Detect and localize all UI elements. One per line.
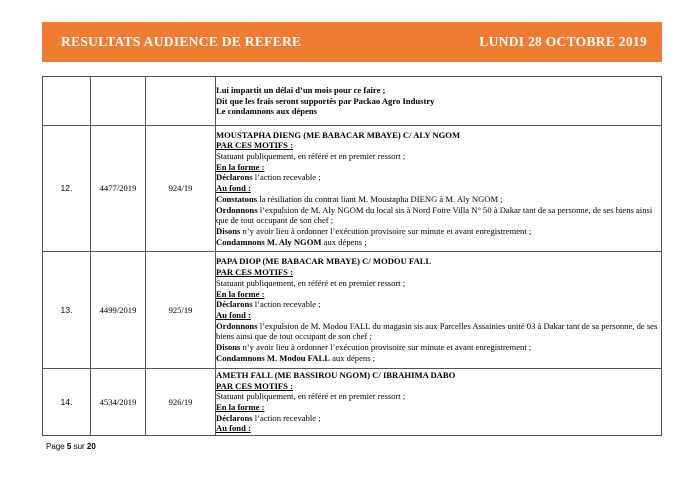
plain-text: la résiliation du contrat liant M. Moustapha DIENG à M. Aly NGOM ; xyxy=(257,193,503,204)
section-heading: PAR CES MOTIFS : xyxy=(216,380,293,391)
table-row xyxy=(43,77,662,126)
plain-text: Statuant publiquement, en référé et en premier ressort ; xyxy=(216,391,406,402)
case-number: 4534/2019 xyxy=(91,369,146,436)
section-heading: PAR CES MOTIFS : xyxy=(216,140,293,151)
plain-text: n’y avoir lieu à ordonner l’exécution provisoire sur minute et avant enregistrement ; xyxy=(240,225,532,236)
decision-line xyxy=(216,278,661,289)
bold-text: Dit que les frais seront supportés par Packao Agro Industry xyxy=(216,95,435,106)
decision-line xyxy=(216,130,661,141)
bold-text: Condamnons M. Modou FALL xyxy=(216,352,330,363)
plain-text: aux dépens ; xyxy=(329,352,376,363)
decision-line xyxy=(216,226,661,237)
bold-text: Condamnons M. Aly NGOM xyxy=(216,236,322,247)
decision-line xyxy=(216,299,661,310)
table-row xyxy=(43,369,662,436)
decision-line xyxy=(216,391,661,402)
footer-prefix: Page xyxy=(46,442,67,451)
decision-line xyxy=(216,353,661,364)
decision-line xyxy=(216,183,661,194)
results-table xyxy=(42,76,662,436)
bold-text: Déclarons xyxy=(216,299,253,310)
row-number xyxy=(43,77,91,126)
bold-text: Lui impartit un délai d’un mois pour ce faire ; xyxy=(216,84,386,95)
bold-text: Ordonnons xyxy=(216,320,258,331)
decision-line xyxy=(216,237,661,248)
decision-line xyxy=(216,140,661,151)
bold-text: Ordonnons xyxy=(216,204,258,215)
decision-line xyxy=(216,256,661,267)
decision-line xyxy=(216,267,661,278)
table-row xyxy=(43,126,662,252)
decision-text xyxy=(216,77,662,126)
plain-text: aux dépens ; xyxy=(321,236,367,247)
bold-text: Disons xyxy=(216,225,241,236)
order-number xyxy=(146,77,216,126)
row-number: 14. xyxy=(43,369,91,436)
decision-line xyxy=(216,289,661,300)
table-row xyxy=(43,252,662,369)
section-heading: Au fond : xyxy=(216,310,251,320)
case-number: 4477/2019 xyxy=(91,126,146,252)
decision-line xyxy=(216,402,661,413)
order-number: 926/19 xyxy=(146,369,216,436)
case-number xyxy=(91,77,146,126)
section-heading: Au fond : xyxy=(216,423,251,434)
decision-line xyxy=(216,342,661,353)
decision-line xyxy=(216,423,661,434)
order-number: 924/19 xyxy=(146,126,216,252)
order-number: 925/19 xyxy=(146,252,216,369)
row-number: 12. xyxy=(43,126,91,252)
section-heading: En la forme : xyxy=(216,402,265,412)
plain-text: l’action recevable ; xyxy=(252,412,321,423)
decision-text xyxy=(216,126,662,252)
section-heading: PAR CES MOTIFS : xyxy=(216,267,293,278)
header-title: RESULTATS AUDIENCE DE REFERE xyxy=(61,34,302,49)
decision-line xyxy=(216,96,661,107)
decision-line xyxy=(216,321,661,342)
header-date: LUNDI 28 OCTOBRE 2019 xyxy=(479,34,647,49)
decision-line xyxy=(216,106,661,117)
bold-text: AMETH FALL (ME BASSIROU NGOM) C/ IBRAHIMA DABO xyxy=(216,369,456,380)
decision-line xyxy=(216,172,661,183)
plain-text: l’action recevable ; xyxy=(252,299,321,310)
decision-line xyxy=(216,194,661,205)
section-heading: Au fond : xyxy=(216,183,251,194)
decision-line xyxy=(216,162,661,173)
plain-text: Statuant publiquement, en référé et en premier ressort ; xyxy=(216,151,406,162)
section-heading: En la forme : xyxy=(216,288,265,299)
decision-text xyxy=(216,369,662,436)
case-number: 4499/2019 xyxy=(91,252,146,369)
plain-text: Statuant publiquement, en référé et en premier ressort ; xyxy=(216,277,406,288)
bold-text: MOUSTAPHA DIENG (ME BABACAR MBAYE) C/ ALY NGOM xyxy=(216,129,461,140)
row-number: 13. xyxy=(43,252,91,369)
decision-line xyxy=(216,370,661,381)
footer-total: 20 xyxy=(86,442,96,451)
decision-text xyxy=(216,252,662,369)
decision-line xyxy=(216,85,661,96)
page-footer xyxy=(46,442,96,451)
header-banner xyxy=(42,22,662,62)
footer-middle: sur xyxy=(71,442,87,451)
bold-text: Déclarons xyxy=(216,172,253,183)
plain-text: l’expulsion de M. Modou FALL du magasin sis aux Parcelles Assainies unité 03 à Dakar tant de sa personne, de ses biens ainsi que de tout occupant de son chef ; xyxy=(216,320,658,342)
bold-text: Le condamnons aux dépens xyxy=(216,106,318,117)
decision-line xyxy=(216,151,661,162)
bold-text: Déclarons xyxy=(216,412,253,423)
decision-line xyxy=(216,205,661,226)
plain-text: l’expulsion de M. Aly NGOM du local sis à Nord Foire Villa N° 50 à Dakar tant de sa personne, de ses biens ainsi que de tout occupant de son chef ; xyxy=(216,204,653,226)
decision-line xyxy=(216,310,661,321)
decision-line xyxy=(216,381,661,392)
bold-text: Disons xyxy=(216,342,241,353)
section-heading: En la forme : xyxy=(216,161,265,172)
plain-text: l’action recevable ; xyxy=(252,172,321,183)
decision-line xyxy=(216,413,661,424)
footer-page: 5 xyxy=(66,442,72,451)
plain-text: n’y avoir lieu à ordonner l’exécution provisoire sur minute et avant enregistrement ; xyxy=(240,342,532,353)
bold-text: Constatons xyxy=(216,193,258,204)
bold-text: PAPA DIOP (ME BABACAR MBAYE) C/ MODOU FALL xyxy=(216,256,432,267)
